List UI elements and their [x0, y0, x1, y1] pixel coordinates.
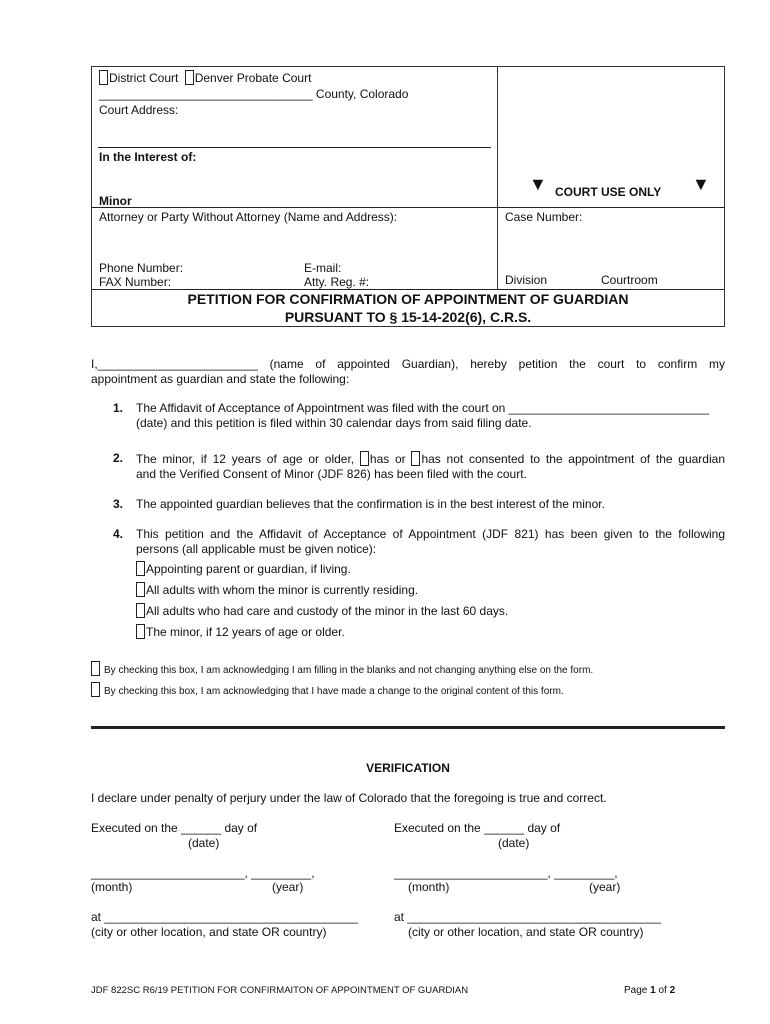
item-3-line1: The appointed guardian believes that the confirmation is in the best interest of the minor.: [136, 497, 605, 511]
verification-declaration: I declare under penalty of perjury under the law of Colorado that the foregoing is true and correct.: [91, 791, 607, 805]
date-caption: (date): [188, 836, 220, 850]
district-court-label: District Court: [109, 71, 179, 85]
item-number: 4.: [113, 527, 124, 541]
intro-line1-text: (name of appointed Guardian), hereby petition the court to confirm my: [269, 357, 725, 371]
footer-form-id: JDF 822SC R6/19 PETITION FOR CONFIRMAITON OF APPOINTMENT OF GUARDIAN: [91, 985, 469, 996]
verification-heading: VERIFICATION: [366, 761, 450, 775]
division-label: Division: [505, 273, 548, 287]
notice-option: [136, 603, 508, 618]
page-title-line1: PETITION FOR CONFIRMATION OF APPOINTMENT OF GUARDIAN: [187, 291, 629, 307]
item-number: 3.: [113, 497, 124, 511]
fax-label: FAX Number:: [99, 275, 172, 289]
caption-row-divider: [91, 207, 725, 208]
atty-reg-label: Atty. Reg. #:: [304, 275, 370, 289]
item-4-line1: This petition and the Affidavit of Acceptance of Appointment (JDF 821) has been given to the following: [136, 527, 725, 541]
acknowledge-blanks-checkbox[interactable]: [91, 661, 100, 676]
location-line[interactable]: at ______________________________________: [91, 910, 358, 924]
notice-option-label: All adults with whom the minor is currently residing.: [146, 583, 419, 597]
district-court-checkbox[interactable]: [99, 70, 108, 85]
page-of-label: of: [658, 985, 667, 996]
has-label: has or: [369, 452, 406, 466]
month-year-line[interactable]: _______________________, _________,: [91, 866, 315, 880]
item-2-line2: and the Verified Consent of Minor (JDF 826) has been filed with the court.: [136, 467, 527, 481]
year-caption: (year): [589, 880, 621, 894]
date-caption: (date): [498, 836, 530, 850]
notice-option: [136, 624, 345, 639]
acknowledgement-label: By checking this box, I am acknowledging I am filling in the blanks and not changing anything else on the form.: [104, 665, 594, 676]
attorney-label: Attorney or Party Without Attorney (Name and Address):: [99, 210, 398, 224]
caption-title-divider: [91, 289, 725, 290]
executed-day-line[interactable]: Executed on the ______ day of: [394, 821, 561, 835]
court-address-label: Court Address:: [99, 103, 179, 117]
page-title-line2: PURSUANT TO § 15-14-202(6), C.R.S.: [284, 309, 532, 325]
adults-care-custody-checkbox[interactable]: [136, 603, 145, 618]
notice-option-label: Appointing parent or guardian, if living.: [146, 562, 351, 576]
phone-label: Phone Number:: [99, 261, 184, 275]
arrow-down-icon: ▼: [692, 174, 710, 194]
notice-option: [136, 582, 418, 597]
has-not-consented-checkbox[interactable]: [411, 451, 420, 466]
notice-option: [136, 561, 351, 576]
item-4-line2: persons (all applicable must be given notice):: [136, 542, 377, 556]
has-consented-checkbox[interactable]: [360, 451, 369, 466]
in-interest-rule: [98, 147, 491, 148]
intro-line1: [91, 357, 725, 371]
intro-line2: appointment as guardian and state the following:: [91, 372, 350, 386]
courtroom-label: Courtroom: [601, 273, 658, 287]
in-interest-label: In the Interest of:: [99, 150, 197, 164]
arrow-down-icon: ▼: [529, 174, 547, 194]
page-label: Page: [624, 985, 648, 996]
location-caption: (city or other location, and state OR country): [408, 925, 644, 939]
county-line[interactable]: ________________________________ County, Colorado: [99, 87, 409, 101]
month-year-line[interactable]: _______________________, _________,: [394, 866, 618, 880]
notice-option-label: All adults who had care and custody of the minor in the last 60 days.: [146, 604, 509, 618]
appointing-parent-checkbox[interactable]: [136, 561, 145, 576]
item-2-text: The minor, if 12 years of age or older,: [136, 452, 355, 466]
page-total: 2: [669, 985, 676, 996]
case-number-label: Case Number:: [505, 210, 583, 224]
footer-page-number: [624, 985, 675, 996]
caption-vertical-divider: [497, 66, 498, 290]
month-caption: (month): [408, 880, 450, 894]
month-caption: (month): [91, 880, 133, 894]
acknowledgement-changes: [91, 682, 564, 697]
guardian-name-blank[interactable]: I,________________________: [91, 357, 258, 371]
item-1-line1[interactable]: The Affidavit of Acceptance of Appointment was filed with the court on ______________________________: [136, 401, 709, 415]
section-divider: [91, 726, 725, 729]
denver-probate-court-label: Denver Probate Court: [194, 71, 312, 85]
notice-option-label: The minor, if 12 years of age or older.: [146, 625, 345, 639]
denver-probate-court-checkbox[interactable]: [185, 70, 194, 85]
item-2-line1: [136, 451, 725, 466]
acknowledgement-label: By checking this box, I am acknowledging that I have made a change to the original content of this form.: [104, 686, 564, 697]
email-label: E-mail:: [304, 261, 342, 275]
item-number: 2.: [113, 451, 124, 465]
page-current: 1: [650, 985, 656, 996]
executed-day-line[interactable]: Executed on the ______ day of: [91, 821, 258, 835]
acknowledgement-blanks: [91, 661, 593, 676]
has-not-label: has not consented to the appointment of the guardian: [421, 452, 725, 466]
acknowledge-changes-checkbox[interactable]: [91, 682, 100, 697]
item-number: 1.: [113, 401, 124, 415]
year-caption: (year): [272, 880, 304, 894]
court-selector: [99, 70, 311, 85]
item-1-line2: (date) and this petition is filed within 30 calendar days from said filing date.: [136, 416, 532, 430]
adults-residing-checkbox[interactable]: [136, 582, 145, 597]
location-line[interactable]: at ______________________________________: [394, 910, 661, 924]
court-use-only-label: COURT USE ONLY: [555, 185, 662, 199]
location-caption: (city or other location, and state OR country): [91, 925, 327, 939]
minor-12-older-checkbox[interactable]: [136, 624, 145, 639]
minor-label: Minor: [99, 194, 132, 208]
